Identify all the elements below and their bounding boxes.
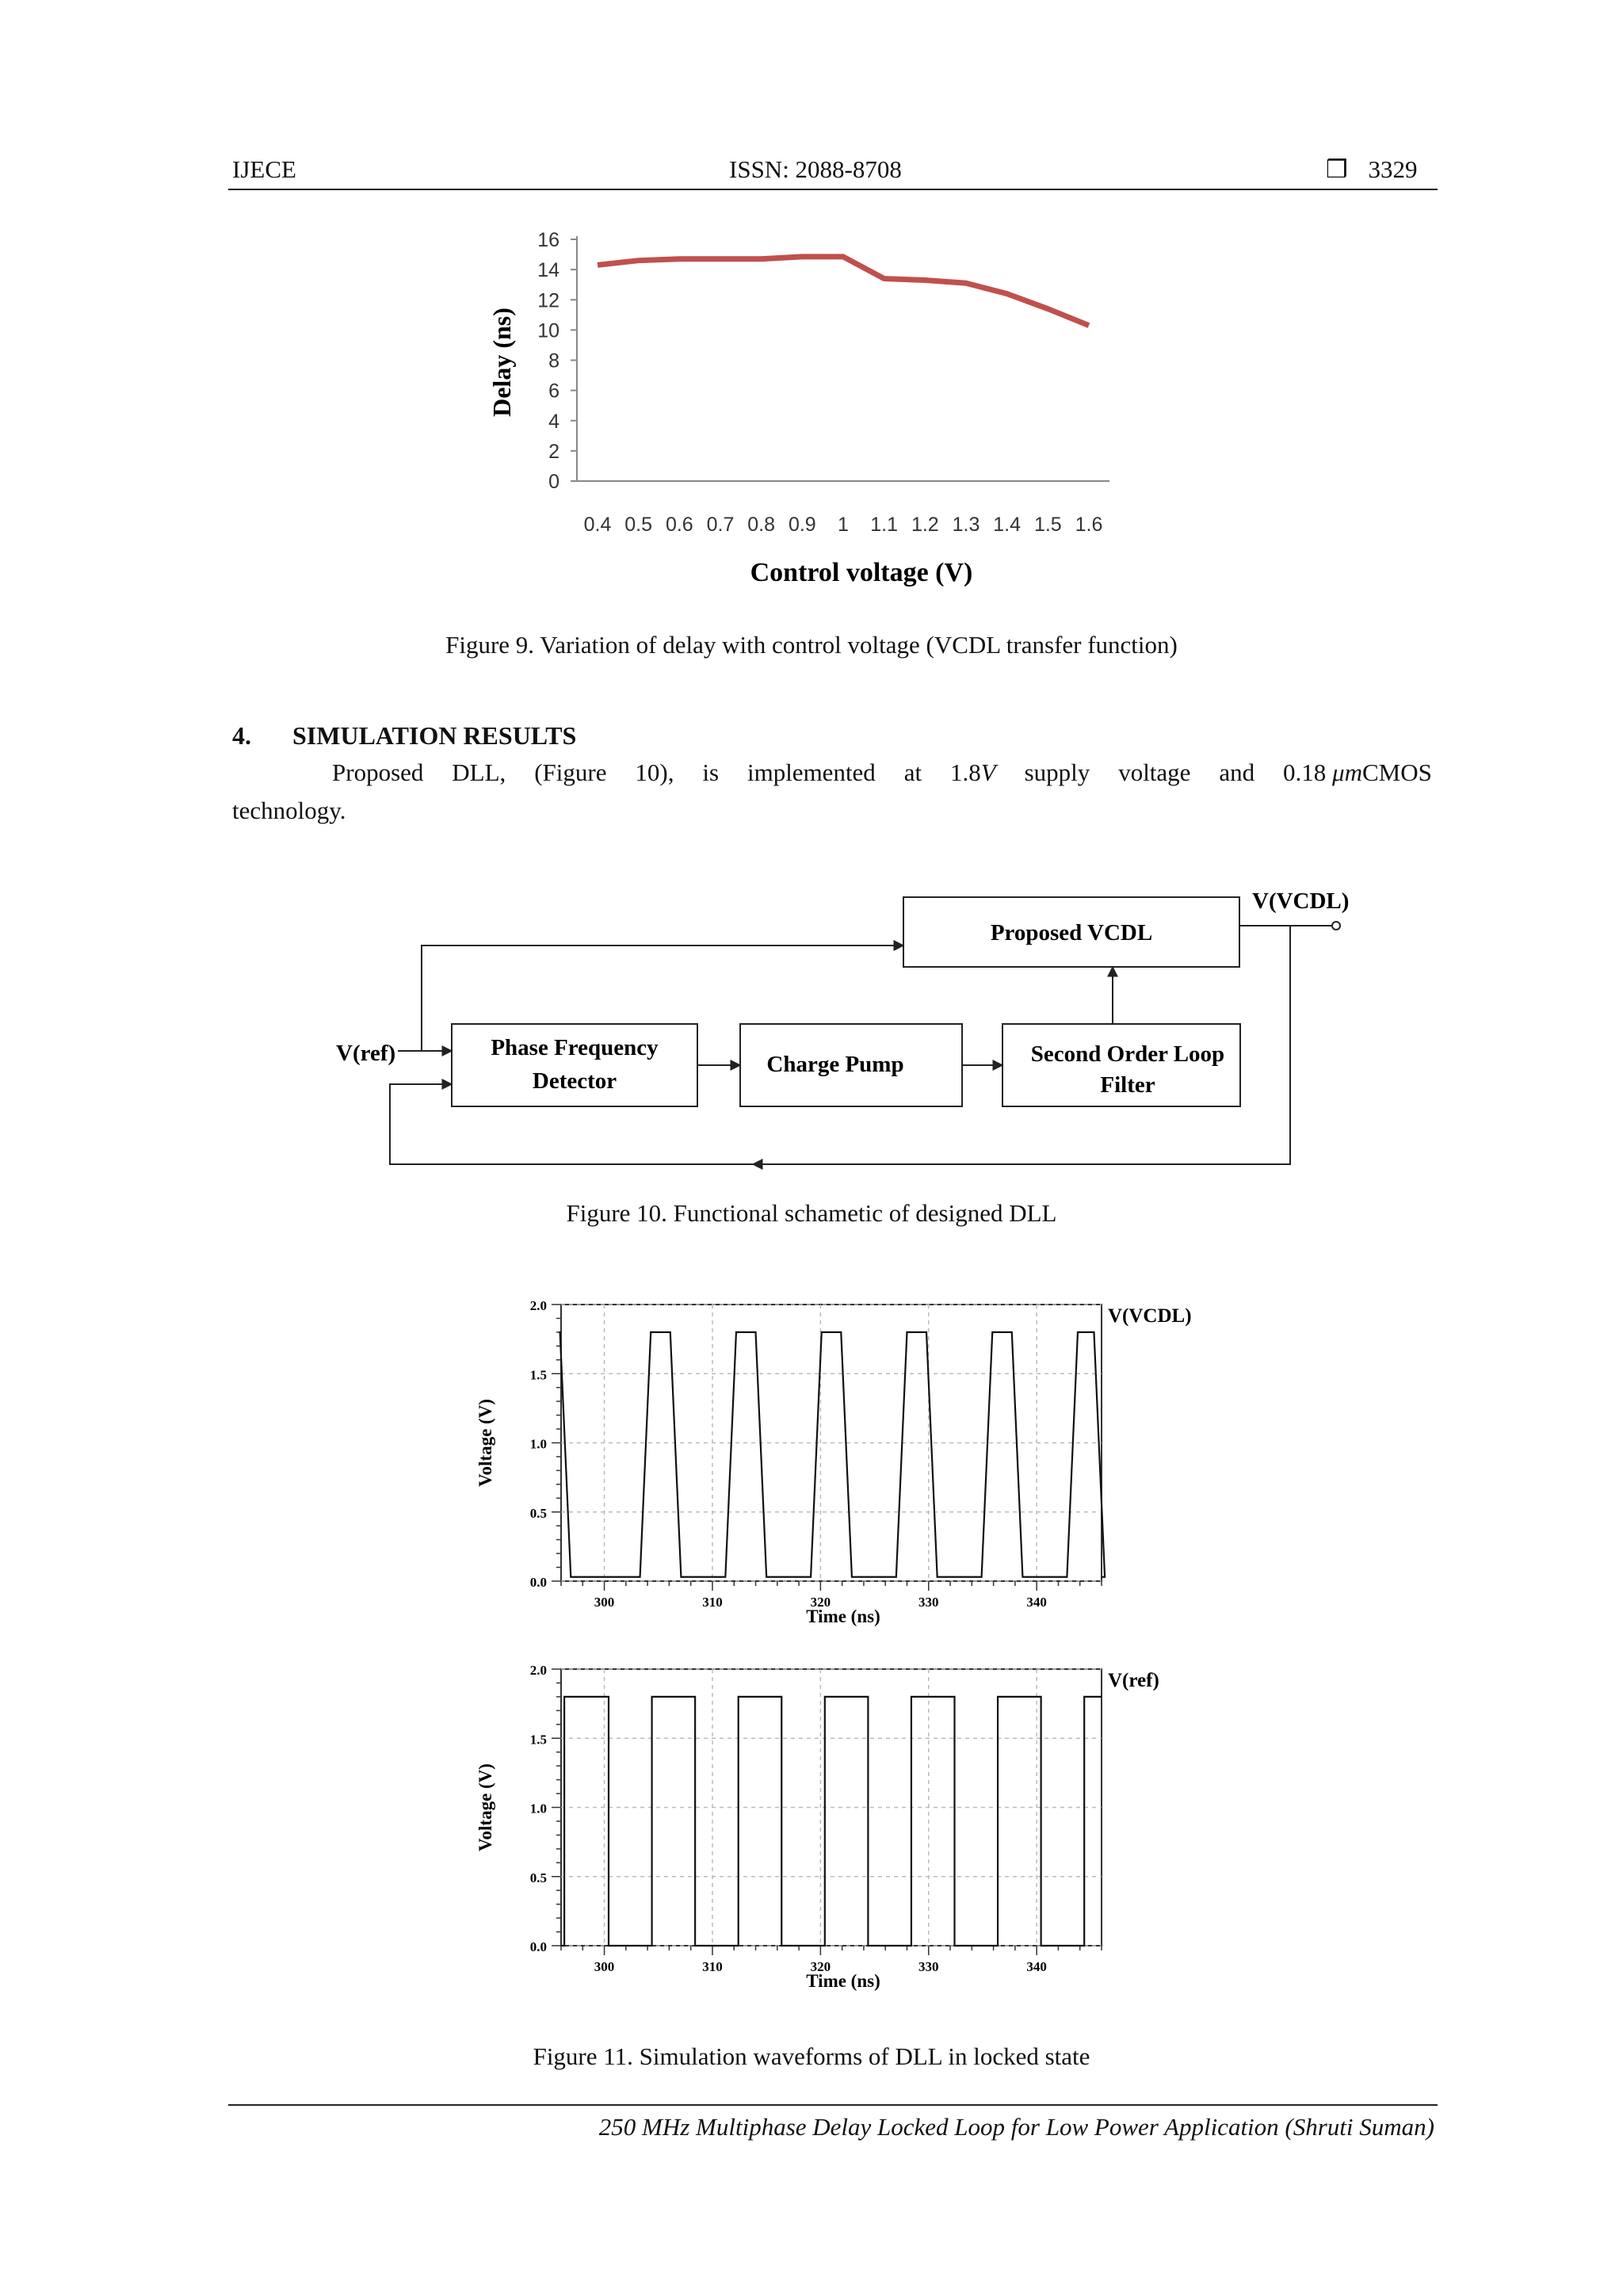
figure9-x-tick-label: 0.5 [624, 514, 653, 536]
figure9-x-axis-label: Control voltage (V) [750, 558, 973, 587]
word: supply [1024, 758, 1090, 786]
vcdl-label: Proposed VCDL [990, 920, 1153, 946]
word: Proposed [332, 758, 424, 786]
section-title: SIMULATION RESULTS [292, 721, 577, 750]
waveform-x-tick-label: 340 [1026, 1959, 1047, 1974]
figure9-y-tick-label: 14 [537, 259, 559, 282]
word: 10), [635, 758, 674, 786]
figure9-x-tick-label: 0.9 [788, 514, 816, 536]
figure9-y-tick-label: 6 [548, 380, 559, 403]
waveform-y-tick-label: 1.0 [529, 1436, 547, 1452]
figure9-data-points [598, 257, 1089, 326]
page-number-area [1326, 155, 1418, 184]
figure9-y-tick-label: 4 [548, 410, 559, 433]
vref-input-label: V(ref) [336, 1041, 396, 1066]
waveform-y-tick-label: 1.5 [529, 1367, 547, 1383]
figure9-y-tick-label: 8 [548, 350, 559, 372]
figure9-x-tick-label: 0.7 [706, 514, 735, 536]
header-rule [228, 189, 1438, 190]
waveform-x-tick-label: 300 [594, 1595, 615, 1610]
word: implemented [747, 758, 876, 786]
technology-node: 0.18 μmCMOS [1283, 758, 1432, 786]
figure11-waveforms [444, 1276, 1236, 2013]
waveform-x-tick-label: 300 [594, 1959, 615, 1974]
figure9-y-ticks [537, 229, 577, 493]
footer-text: 250 MHz Multiphase Delay Locked Loop for Low Power Application (Shruti Suman) [598, 2113, 1434, 2141]
section-paragraph-line2: technology. [232, 797, 346, 824]
waveform-y-tick-label: 2.0 [529, 1663, 547, 1678]
section-heading [232, 721, 576, 751]
waveform-x-tick-label: 340 [1026, 1595, 1047, 1610]
figure10-diagram [0, 856, 1623, 1189]
waveform-x-tick-label: 330 [918, 1959, 939, 1974]
figure9-x-tick-label: 1.4 [993, 514, 1022, 536]
figure9-y-tick-label: 16 [537, 229, 559, 251]
lf-label-1: Second Order Loop [1030, 1041, 1225, 1067]
waveform-y-tick-label: 0.0 [529, 1939, 547, 1954]
figure10-caption: Figure 10. Functional schametic of designed DLL [566, 1199, 1057, 1227]
figure9-x-tick-label: 1 [838, 514, 849, 536]
waveform-panel-vref [475, 1663, 1159, 1991]
cp-label: Charge Pump [766, 1052, 904, 1077]
figure9-x-tick-label: 0.8 [747, 514, 776, 536]
figure9-y-axis-label: Delay (ns) [487, 308, 516, 417]
waveform-x-tick-label: 320 [810, 1595, 831, 1610]
section-paragraph-line1 [232, 754, 1432, 792]
waveform-signal-name: V(ref) [1108, 1670, 1159, 1691]
waveform-y-tick-label: 0.0 [529, 1575, 547, 1590]
page-box-icon: ❒ [1326, 155, 1348, 184]
waveform-x-tick-label: 330 [918, 1595, 939, 1610]
waveform-y-tick-label: 0.5 [529, 1870, 547, 1885]
vcdl-output-label: V(VCDL) [1252, 888, 1350, 914]
word: voltage [1118, 758, 1191, 786]
word: at [903, 758, 922, 786]
figure9-caption: Figure 9. Variation of delay with control voltage (VCDL transfer function) [445, 631, 1178, 659]
figure9-x-tick-label: 1.3 [952, 514, 980, 536]
figure9-y-tick-label: 12 [537, 289, 559, 312]
output-terminal [1332, 922, 1340, 930]
word: DLL, [452, 758, 506, 786]
waveform-signal-name: V(VCDL) [1108, 1305, 1192, 1327]
figure9-x-tick-label: 0.6 [665, 514, 693, 536]
page-number: 3329 [1368, 155, 1418, 183]
word: and [1219, 758, 1255, 786]
figure9-y-tick-label: 0 [548, 471, 559, 493]
waveform-x-tick-label: 310 [702, 1595, 723, 1610]
figure9-axes [577, 236, 1109, 481]
waveform-y-axis-label: Voltage (V) [475, 1399, 495, 1487]
waveform-y-tick-label: 1.5 [529, 1732, 547, 1748]
figure9-x-tick-label: 1.1 [870, 514, 899, 536]
pfd-label-1: Phase Frequency [491, 1035, 659, 1060]
figure9-x-tick-label: 0.4 [583, 514, 612, 536]
journal-name: IJECE [232, 155, 296, 183]
figure9-y-tick-label: 10 [537, 319, 559, 342]
waveform-trace [561, 1697, 1102, 1946]
word: is [702, 758, 720, 786]
volt-unit: V [980, 758, 996, 786]
waveform-x-tick-label: 320 [810, 1959, 831, 1974]
figure9-x-tick-label: 1.2 [911, 514, 939, 536]
waveform-y-tick-label: 1.0 [529, 1801, 547, 1817]
waveform-y-tick-label: 2.0 [529, 1298, 547, 1313]
waveform-y-axis-label: Voltage (V) [475, 1763, 495, 1851]
pfd-label-2: Detector [532, 1068, 617, 1094]
issn: ISSN: 2088-8708 [729, 155, 902, 183]
footer-rule [228, 2104, 1438, 2106]
section-number: 4. [232, 721, 251, 750]
waveform-y-tick-label: 0.5 [529, 1505, 547, 1521]
supply-voltage-value: 1.8V [950, 758, 996, 786]
waveform-x-axis-label: Time (ns) [806, 1971, 880, 1991]
figure9-x-tick-label: 1.5 [1033, 514, 1062, 536]
lf-label-2: Filter [1100, 1072, 1155, 1098]
waveform-x-tick-label: 310 [702, 1959, 723, 1974]
micron-unit: μm [1332, 758, 1362, 786]
figure9-y-tick-label: 2 [548, 440, 559, 463]
figure9-chart [475, 222, 1189, 602]
waveform-trace [560, 1332, 1105, 1577]
figure9-series-line [598, 257, 1089, 326]
waveform-panel-vcdl [475, 1298, 1192, 1626]
figure11-caption: Figure 11. Simulation waveforms of DLL in locked state [533, 2042, 1090, 2070]
word: (Figure [534, 758, 607, 786]
figure9-x-ticks [584, 514, 1103, 536]
waveform-x-axis-label: Time (ns) [806, 1606, 880, 1626]
figure9-x-tick-label: 1.6 [1075, 514, 1103, 536]
